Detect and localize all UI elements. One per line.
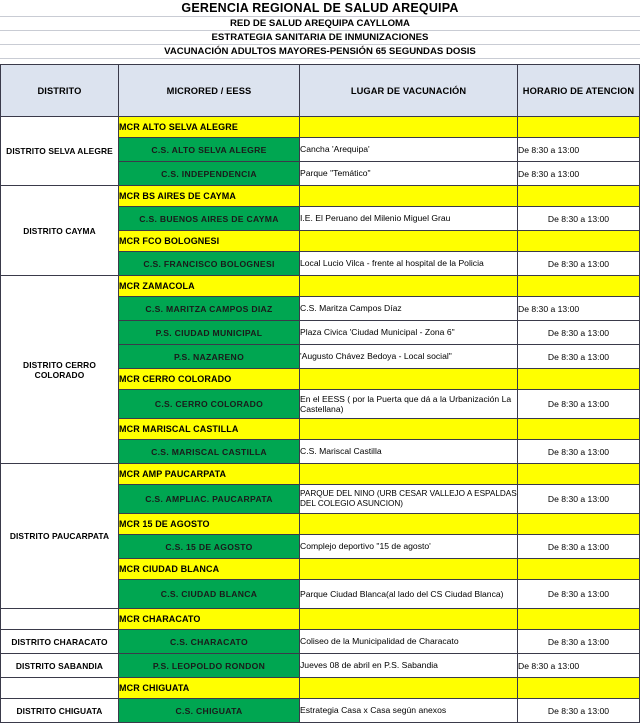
header-line-3: ESTRATEGIA SANITARIA DE INMUNIZACIONES xyxy=(0,31,640,45)
place-cell-empty xyxy=(300,514,518,535)
microred-name: MCR AMP PAUCARPATA xyxy=(119,464,300,485)
district-cell: DISTRITO PAUCARPATA xyxy=(1,464,119,609)
attention-schedule: De 8:30 a 13:00 xyxy=(518,630,640,654)
vaccination-place: Jueves 08 de abril en P.S. Sabandia xyxy=(300,654,518,678)
attention-schedule: De 8:30 a 13:00 xyxy=(518,297,640,321)
table-header-row xyxy=(1,65,640,117)
place-cell-empty xyxy=(300,117,518,138)
schedule-cell-empty xyxy=(518,117,640,138)
eess-name: C.S. ALTO SELVA ALEGRE xyxy=(119,138,300,162)
vaccination-place: C.S. Mariscal Castilla xyxy=(300,440,518,464)
vaccination-place: En el EESS ( por la Puerta que dá a la Urbanización La Castellana) xyxy=(300,390,518,419)
schedule-cell-empty xyxy=(518,609,640,630)
eess-name: C.S. INDEPENDENCIA xyxy=(119,162,300,186)
vaccination-place: Plaza Civica 'Ciudad Municipal - Zona 6" xyxy=(300,321,518,345)
district-cell: DISTRITO CERRO COLORADO xyxy=(1,276,119,464)
attention-schedule: De 8:30 a 13:00 xyxy=(518,390,640,419)
vaccination-place: Local Lucio Vilca - frente al hospital de la Policia xyxy=(300,252,518,276)
microred-banner-row xyxy=(1,609,640,630)
eess-name: C.S. CIUDAD BLANCA xyxy=(119,580,300,609)
eess-name: C.S. CERRO COLORADO xyxy=(119,390,300,419)
column-header-horario: HORARIO DE ATENCION xyxy=(518,65,640,117)
microred-banner-row xyxy=(1,186,640,207)
attention-schedule: De 8:30 a 13:00 xyxy=(518,440,640,464)
place-cell-empty xyxy=(300,369,518,390)
attention-schedule: De 8:30 a 13:00 xyxy=(518,580,640,609)
district-cell-empty xyxy=(1,678,119,699)
district-cell: DISTRITO CHARACATO xyxy=(1,630,119,654)
eess-name: C.S. BUENOS AIRES DE CAYMA xyxy=(119,207,300,231)
vaccination-place: 'Augusto Chávez Bedoya - Local social" xyxy=(300,345,518,369)
eess-name: P.S. CIUDAD MUNICIPAL xyxy=(119,321,300,345)
eess-name: P.S. LEOPOLDO RONDON xyxy=(119,654,300,678)
document-header xyxy=(0,0,640,64)
place-cell-empty xyxy=(300,464,518,485)
vaccination-place: Parque "Temático" xyxy=(300,162,518,186)
schedule-cell-empty xyxy=(518,369,640,390)
attention-schedule: De 8:30 a 13:00 xyxy=(518,654,640,678)
district-cell: DISTRITO CHIGUATA xyxy=(1,699,119,723)
microred-name: MCR ZAMACOLA xyxy=(119,276,300,297)
schedule-cell-empty xyxy=(518,276,640,297)
table-row xyxy=(1,699,640,723)
district-cell-empty xyxy=(1,609,119,630)
place-cell-empty xyxy=(300,678,518,699)
attention-schedule: De 8:30 a 13:00 xyxy=(518,321,640,345)
vaccination-place: Cancha 'Arequipa' xyxy=(300,138,518,162)
attention-schedule: De 8:30 a 13:00 xyxy=(518,138,640,162)
attention-schedule: De 8:30 a 13:00 xyxy=(518,252,640,276)
eess-name: C.S. AMPLIAC. PAUCARPATA xyxy=(119,485,300,514)
column-header-microred: MICRORED / EESS xyxy=(119,65,300,117)
table-row xyxy=(1,630,640,654)
schedule-cell-empty xyxy=(518,678,640,699)
attention-schedule: De 8:30 a 13:00 xyxy=(518,207,640,231)
vaccination-place: Complejo deportivo "15 de agosto' xyxy=(300,535,518,559)
schedule-cell-empty xyxy=(518,514,640,535)
microred-banner-row xyxy=(1,464,640,485)
vaccination-place: Coliseo de la Municipalidad de Characato xyxy=(300,630,518,654)
header-line-4: VACUNACIÓN ADULTOS MAYORES-PENSIÓN 65 SEGUNDAS DOSIS xyxy=(0,45,640,59)
microred-name: MCR CERRO COLORADO xyxy=(119,369,300,390)
district-cell: DISTRITO SABANDIA xyxy=(1,654,119,678)
place-cell-empty xyxy=(300,231,518,252)
eess-name: C.S. FRANCISCO BOLOGNESI xyxy=(119,252,300,276)
header-line-2: RED DE SALUD AREQUIPA CAYLLOMA xyxy=(0,17,640,31)
microred-name: MCR MARISCAL CASTILLA xyxy=(119,419,300,440)
vaccination-place: Parque Ciudad Blanca(al lado del CS Ciudad Blanca) xyxy=(300,580,518,609)
eess-name: C.S. CHIGUATA xyxy=(119,699,300,723)
attention-schedule: De 8:30 a 13:00 xyxy=(518,699,640,723)
schedule-cell-empty xyxy=(518,186,640,207)
microred-banner-row xyxy=(1,117,640,138)
vaccination-place: C.S. Maritza Campos Díaz xyxy=(300,297,518,321)
eess-name: C.S. MARITZA CAMPOS DIAZ xyxy=(119,297,300,321)
microred-name: MCR CHIGUATA xyxy=(119,678,300,699)
microred-name: MCR 15 DE AGOSTO xyxy=(119,514,300,535)
microred-banner-row xyxy=(1,276,640,297)
place-cell-empty xyxy=(300,609,518,630)
vaccination-place: PARQUE DEL NINO (URB CESAR VALLEJO A ESPALDAS DEL COLEGIO ASUNCION) xyxy=(300,485,518,514)
attention-schedule: De 8:30 a 13:00 xyxy=(518,345,640,369)
table-row xyxy=(1,654,640,678)
vaccination-place: I.E. El Peruano del Milenio Miguel Grau xyxy=(300,207,518,231)
microred-name: MCR ALTO SELVA ALEGRE xyxy=(119,117,300,138)
attention-schedule: De 8:30 a 13:00 xyxy=(518,485,640,514)
place-cell-empty xyxy=(300,419,518,440)
header-line-1: GERENCIA REGIONAL DE SALUD AREQUIPA xyxy=(0,0,640,17)
microred-name: MCR CIUDAD BLANCA xyxy=(119,559,300,580)
schedule-cell-empty xyxy=(518,559,640,580)
schedule-cell-empty xyxy=(518,464,640,485)
eess-name: C.S. 15 DE AGOSTO xyxy=(119,535,300,559)
vaccination-schedule-table xyxy=(0,64,640,723)
district-cell: DISTRITO CAYMA xyxy=(1,186,119,276)
eess-name: P.S. NAZARENO xyxy=(119,345,300,369)
microred-name: MCR CHARACATO xyxy=(119,609,300,630)
microred-name: MCR BS AIRES DE CAYMA xyxy=(119,186,300,207)
eess-name: C.S. CHARACATO xyxy=(119,630,300,654)
schedule-cell-empty xyxy=(518,231,640,252)
attention-schedule: De 8:30 a 13:00 xyxy=(518,535,640,559)
eess-name: C.S. MARISCAL CASTILLA xyxy=(119,440,300,464)
place-cell-empty xyxy=(300,559,518,580)
place-cell-empty xyxy=(300,186,518,207)
district-cell: DISTRITO SELVA ALEGRE xyxy=(1,117,119,186)
column-header-lugar: LUGAR DE VACUNACIÓN xyxy=(300,65,518,117)
microred-banner-row xyxy=(1,678,640,699)
microred-name: MCR FCO BOLOGNESI xyxy=(119,231,300,252)
attention-schedule: De 8:30 a 13:00 xyxy=(518,162,640,186)
schedule-cell-empty xyxy=(518,419,640,440)
column-header-distrito: DISTRITO xyxy=(1,65,119,117)
vaccination-place: Estrategia Casa x Casa según anexos xyxy=(300,699,518,723)
table-body xyxy=(1,117,640,723)
place-cell-empty xyxy=(300,276,518,297)
